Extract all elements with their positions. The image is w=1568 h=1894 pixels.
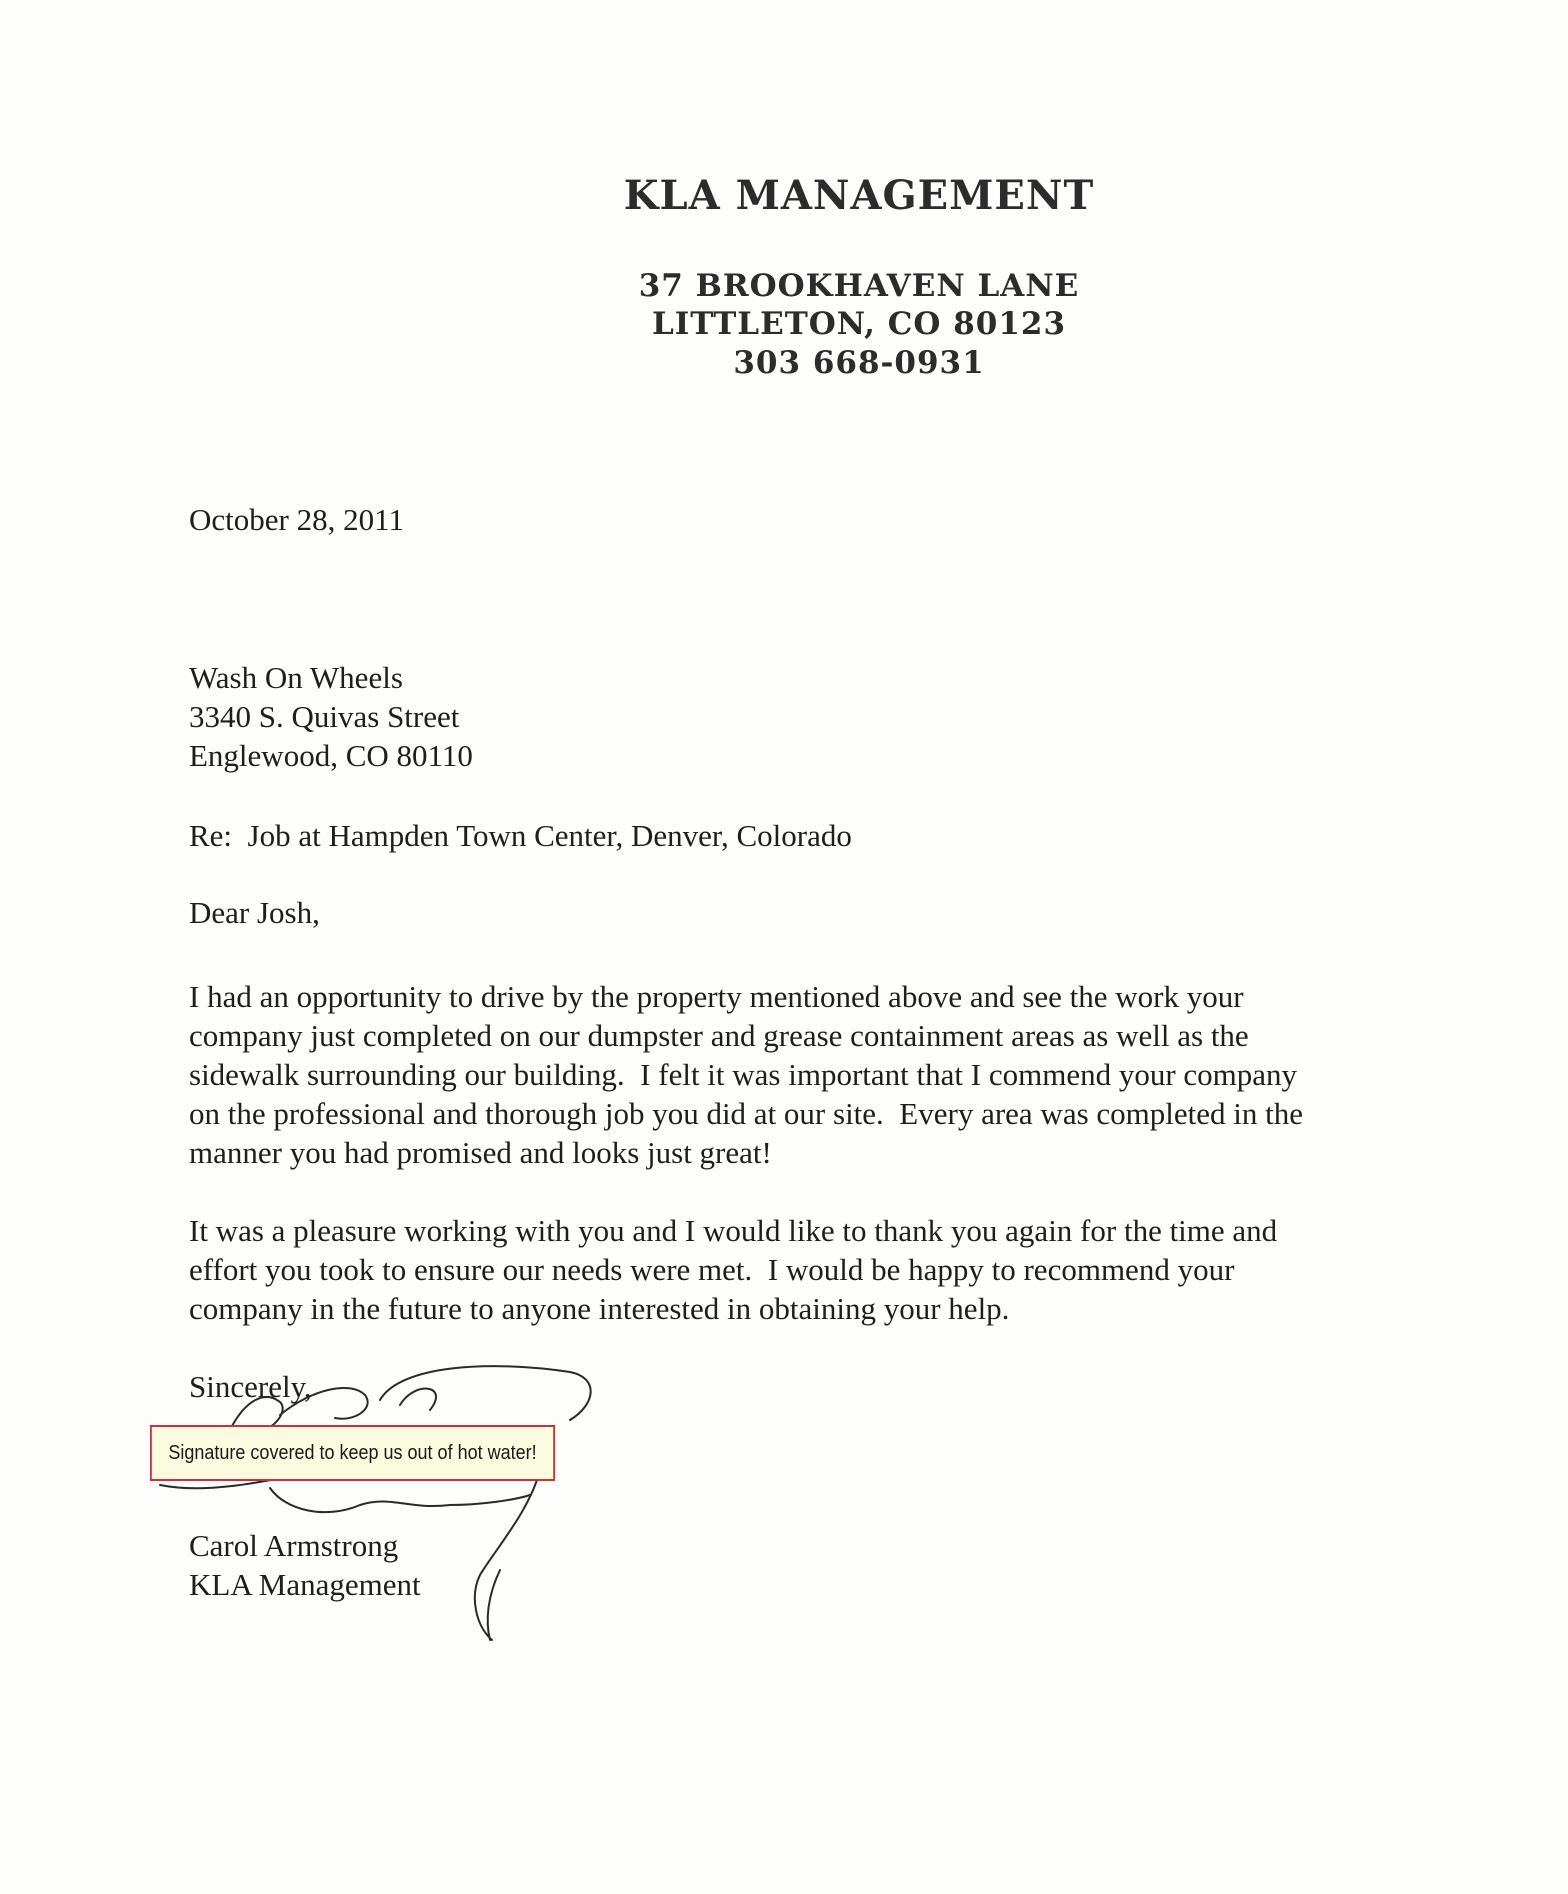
recipient-name: Wash On Wheels [189,660,403,695]
letterhead-city: LITTLETON, CO 80123 [651,306,1067,342]
salutation: Dear Josh, [189,895,320,930]
recipient-street: 3340 S. Quivas Street [189,699,460,734]
paragraph-line: It was a pleasure working with you and I would like to thank you again for the time and [189,1213,1278,1248]
recipient-city: Englewood, CO 80110 [189,738,473,773]
paragraph-line: company in the future to anyone interested in obtaining your help. [189,1291,1010,1326]
subject-line: Re: Job at Hampden Town Center, Denver, Colorado [189,818,852,853]
handwritten-signature [150,1360,630,1650]
recipient-block [189,658,473,775]
paragraph-line: I had an opportunity to drive by the property mentioned above and see the work your [189,979,1244,1014]
signer-name: Carol Armstrong [189,1528,399,1563]
paragraph-line: manner you had promised and looks just great! [189,1135,772,1170]
paragraph-line: sidewalk surrounding our building. I felt it was important that I commend your company [189,1057,1298,1092]
letter-date: October 28, 2011 [189,502,404,537]
paragraph-2 [189,1211,1419,1328]
letterhead-company: KLA MANAGEMENT [623,172,1095,219]
signature-cover-label: Signature covered to keep us out of hot water! [150,1425,555,1481]
paragraph-line: company just completed on our dumpster and grease containment areas as well as the [189,1018,1249,1053]
letterhead-phone: 303 668-0931 [733,345,985,381]
closing: Sincerely, [189,1369,312,1404]
signer-company: KLA Management [189,1567,421,1602]
letterhead-address: 37 BROOKHAVEN LANE [638,268,1080,304]
paragraph-line: effort you took to ensure our needs were met. I would be happy to recommend your [189,1252,1235,1287]
paragraph-1 [189,977,1419,1172]
paragraph-line: on the professional and thorough job you did at our site. Every area was completed in the [189,1096,1303,1131]
